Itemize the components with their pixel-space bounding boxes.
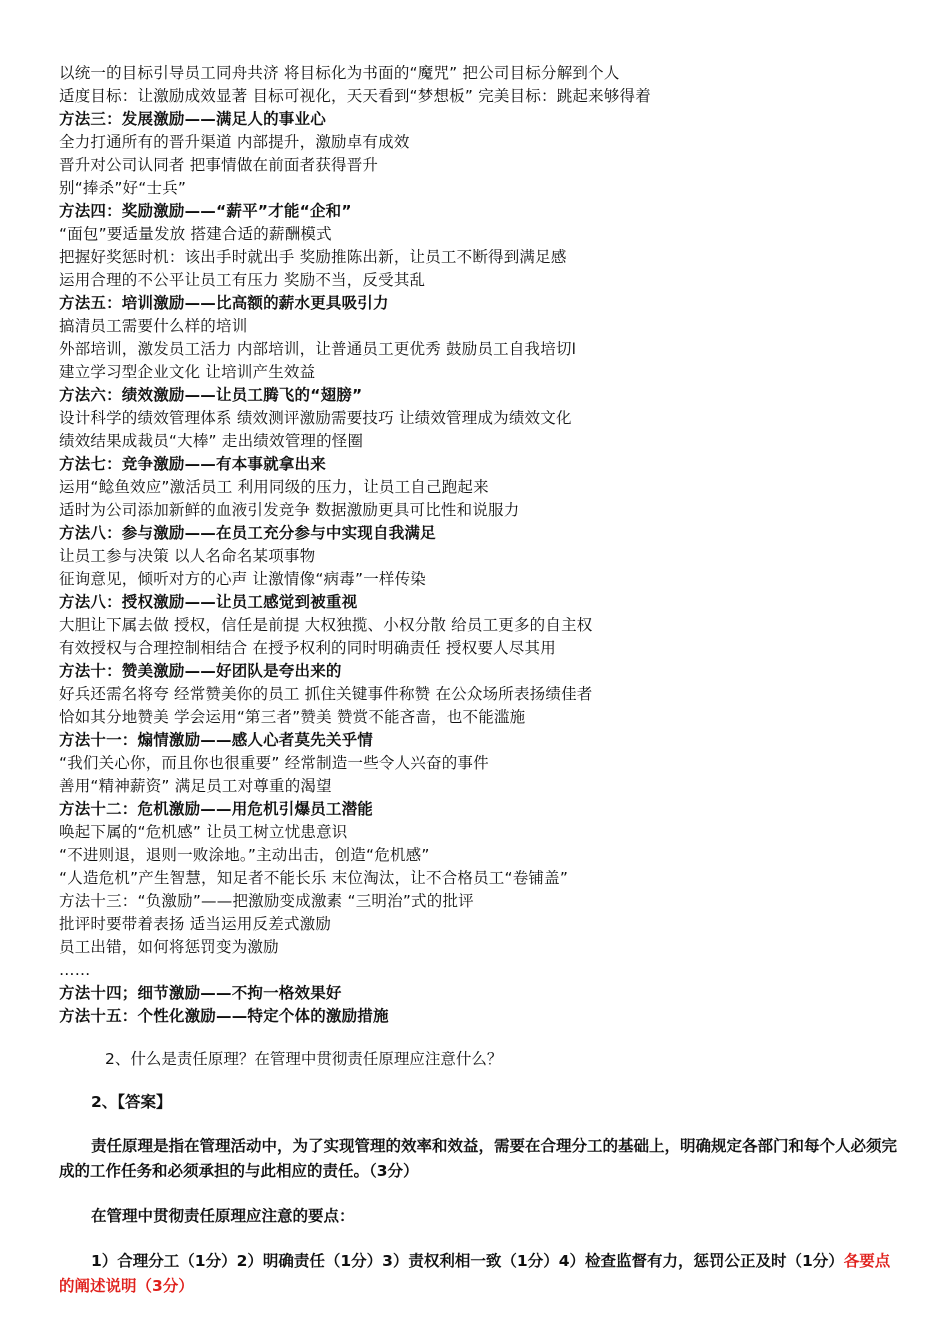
text-line: 有效授权与合理控制相结合 在授予权利的同时明确责任 授权要人尽其用 [59,639,556,657]
text-line: 员工出错，如何将惩罚变为激励 [59,938,279,956]
definition-paragraph: 责任原理是指在管理活动中，为了实现管理的效率和效益，需要在合理分工的基础上，明确规定各部门和每个人必须完成的工作任务和必须承担的与此相应的责任。（3分） [59,1137,898,1180]
method-heading: 方法十：赞美激励——好团队是夸出来的 [59,662,342,680]
points-paragraph [59,1249,899,1299]
text-line: 适时为公司添加新鲜的血液引发竞争 数据激励更具可比性和说服力 [59,501,520,519]
text-line: 好兵还需名将夸 经常赞美你的员工 抓住关键事件称赞 在公众场所表扬绩佳者 [59,685,593,703]
text-line: 晋升对公司认同者 把事情做在前面者获得晋升 [59,156,379,174]
text-line: 恰如其分地赞美 学会运用“第三者”赞美 赞赏不能吝啬，也不能滥施 [59,708,526,726]
text-line: “我们关心你，而且你也很重要” 经常制造一些令人兴奋的事件 [59,754,489,772]
text-line: 把握好奖惩时机：该出手时就出手 奖励推陈出新，让员工不断得到满足感 [59,248,567,266]
text-line: 征询意见，倾听对方的心声 让激情像“病毒”一样传染 [59,570,426,588]
text-line: 批评时要带着表扬 适当运用反差式激励 [59,915,332,933]
text-line: 适度目标：让激励成效显著 目标可视化，天天看到“梦想板” 完美目标：跳起来够得着 [59,87,651,105]
points-text: 1）合理分工（1分）2）明确责任（1分）3）责权利相一致（1分）4）检查监督有力，惩罚公正及时（1分） [91,1252,844,1270]
method-list [59,62,899,1028]
method-heading: 方法十四；细节激励——不拘一格效果好 [59,984,342,1002]
answer-label: 2、【答案】 [91,1093,172,1111]
text-line: 大胆让下属去做 授权，信任是前提 大权独揽、小权分散 给员工更多的自主权 [59,616,593,634]
method-heading: 方法四：奖励激励——“薪平”才能“企和” [59,202,352,220]
points-heading: 在管理中贯彻责任原理应注意的要点： [91,1207,355,1225]
text-line: 运用“鲶鱼效应”激活员工 利用同级的压力，让员工自己跑起来 [59,478,489,496]
text-line: 绩效结果成裁员“大棒” 走出绩效管理的怪圈 [59,432,364,450]
text-line: 建立学习型企业文化 让培训产生效益 [59,363,316,381]
text-line: 以统一的目标引导员工同舟共济 将目标化为书面的“魔咒” 把公司目标分解到个人 [59,64,620,82]
method-heading: 方法五：培训激励——比高额的薪水更具吸引力 [59,294,389,312]
text-line: 别“捧杀”好“士兵” [59,179,187,197]
method-heading: 方法十五：个性化激励——特定个体的激励措施 [59,1007,389,1025]
method-heading: 方法七：竞争激励——有本事就拿出来 [59,455,326,473]
text-line: 全力打通所有的晋升渠道 内部提升，激励卓有成效 [59,133,410,151]
text-line: 运用合理的不公平让员工有压力 奖励不当，反受其乱 [59,271,426,289]
method-heading: 方法三：发展激励——满足人的事业心 [59,110,326,128]
text-line: 方法十三：“负激励”——把激励变成激素 “三明治”式的批评 [59,892,474,910]
text-line: 让员工参与决策 以人名命名某项事物 [59,547,316,565]
method-heading: 方法六：绩效激励——让员工腾飞的“翅膀” [59,386,363,404]
text-line: 善用“精神薪资” 满足员工对尊重的渴望 [59,777,332,795]
text-line: 搞清员工需要什么样的培训 [59,317,248,335]
question-2: 2、什么是责任原理？在管理中贯彻责任原理应注意什么？ [105,1050,503,1068]
points-red-note: 各要点的阐述说明（3分） [59,1252,891,1295]
text-line: “面包”要适量发放 搭建合适的薪酬模式 [59,225,332,243]
method-heading: 方法十一：煽情激励——感人心者莫先关乎情 [59,731,374,749]
method-heading: 方法十二：危机激励——用危机引爆员工潜能 [59,800,374,818]
method-heading: 方法八：授权激励——让员工感觉到被重视 [59,593,358,611]
method-heading: 方法八：参与激励——在员工充分参与中实现自我满足 [59,524,436,542]
text-line: 唤起下属的“危机感” 让员工树立忧患意识 [59,823,348,841]
text-line: 设计科学的绩效管理体系 绩效测评激励需要技巧 让绩效管理成为绩效文化 [59,409,572,427]
text-line: “不进则退，退则一败涂地。”主动出击，创造“危机感” [59,846,430,864]
text-line: “人造危机”产生智慧，知足者不能长乐 末位淘汰，让不合格员工“卷铺盖” [59,869,569,887]
text-line: …… [59,961,91,979]
document-page [59,62,899,1299]
text-line: 外部培训，激发员工活力 内部培训，让普通员工更优秀 鼓励员工自我培切l [59,340,577,358]
